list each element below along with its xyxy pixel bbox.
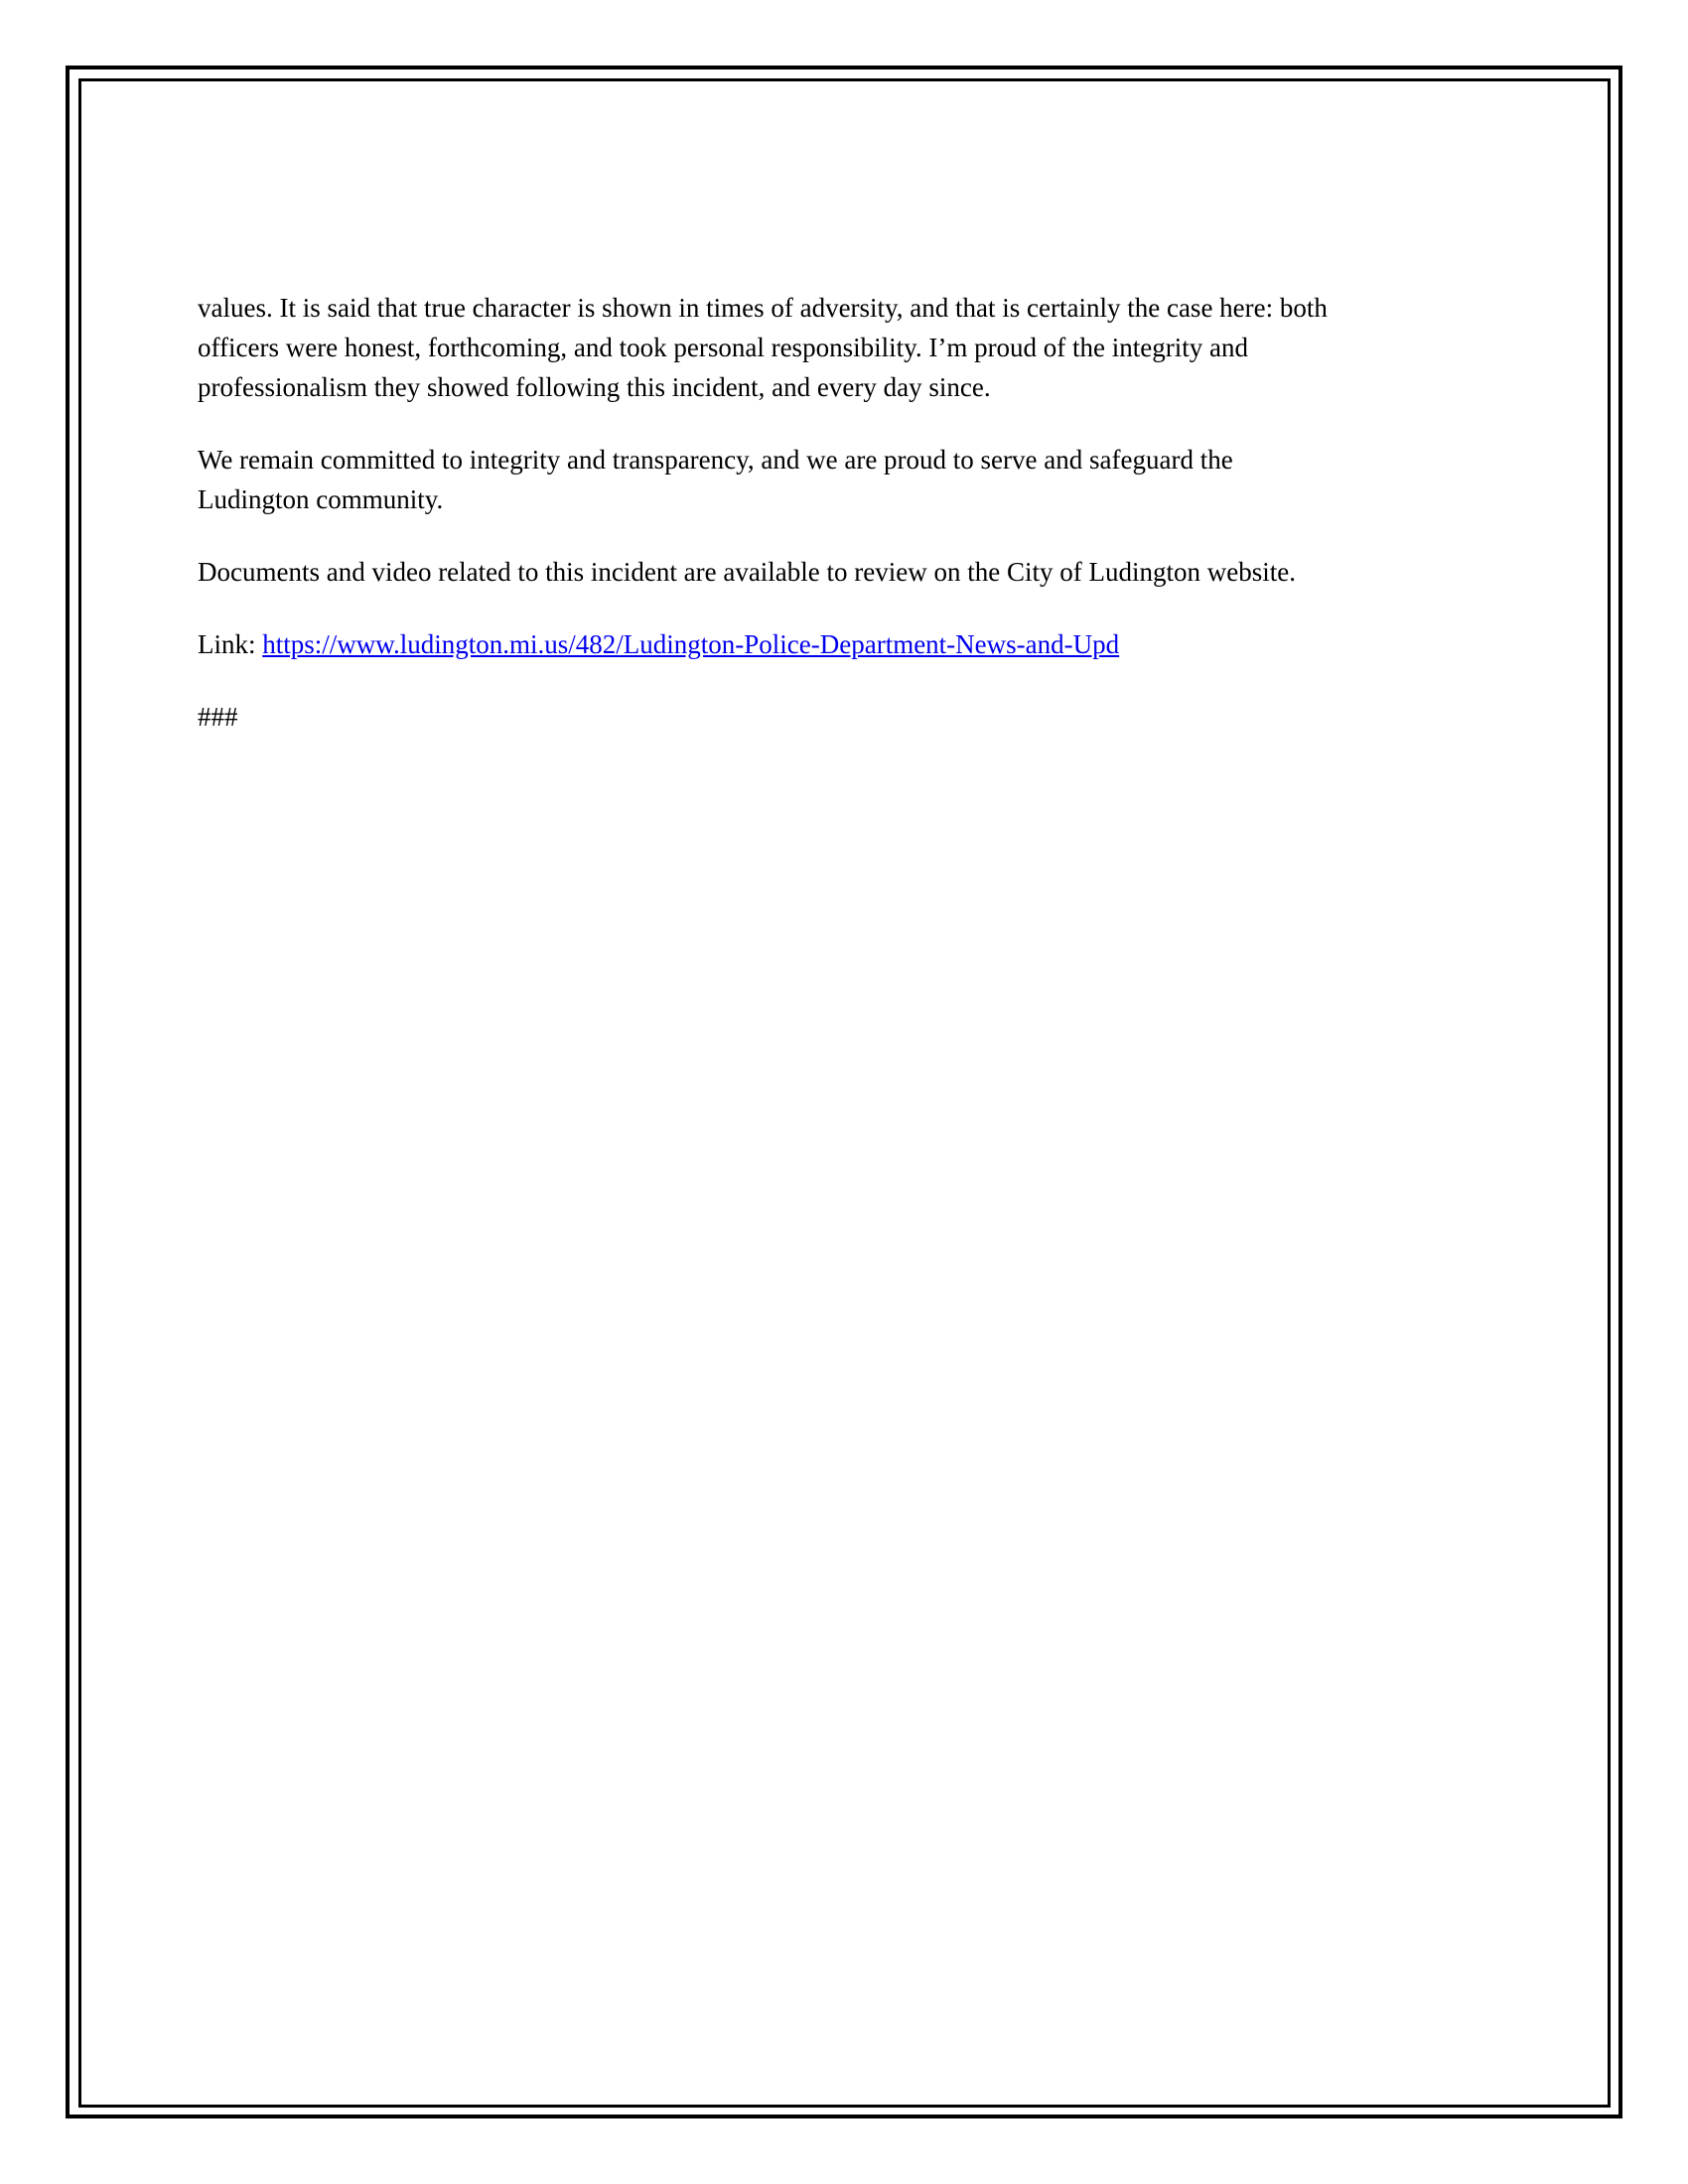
end-mark: ### bbox=[198, 702, 238, 732]
text-line: officers were honest, forthcoming, and took personal responsibility. I’m proud of the integrity and bbox=[198, 333, 1248, 362]
paragraph-commitment bbox=[198, 440, 1498, 519]
document-body bbox=[198, 288, 1498, 769]
paragraph-character bbox=[198, 288, 1498, 407]
text-line: Documents and video related to this incident are available to review on the City of Ludington website. bbox=[198, 557, 1296, 587]
paragraph-link bbox=[198, 624, 1498, 664]
website-link[interactable]: https://www.ludington.mi.us/482/Ludington-Police-Department-News-and-Upd bbox=[262, 629, 1120, 659]
text-line: values. It is said that true character is shown in times of adversity, and that is certainly the case here: both bbox=[198, 293, 1328, 323]
text-line: Ludington community. bbox=[198, 484, 444, 514]
link-label: Link: bbox=[198, 629, 263, 659]
paragraph-documents bbox=[198, 552, 1498, 592]
text-line: professionalism they showed following this incident, and every day since. bbox=[198, 372, 991, 402]
text-line: We remain committed to integrity and transparency, and we are proud to serve and safeguard the bbox=[198, 445, 1233, 475]
